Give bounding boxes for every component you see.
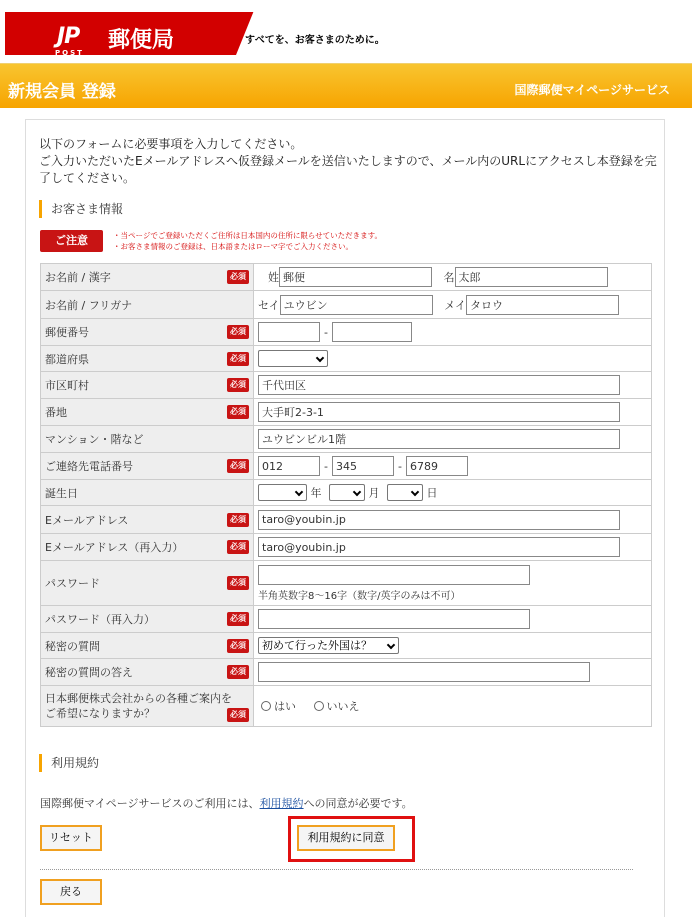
- terms-heading: 利用規約: [39, 754, 99, 772]
- required-badge: 必須: [227, 612, 249, 626]
- value-cell: [254, 606, 652, 633]
- mei-prefix: 名: [443, 271, 455, 284]
- terms-text: [40, 795, 413, 811]
- required-badge: 必須: [227, 639, 249, 653]
- label-cell: [41, 399, 254, 426]
- required-badge: 必須: [227, 405, 249, 419]
- newsletter-yes-option[interactable]: [261, 699, 296, 712]
- value-cell: [254, 506, 652, 534]
- chevron-down-icon: [316, 354, 324, 362]
- birth-day-select[interactable]: [387, 484, 423, 501]
- field-label: 市区町村: [45, 379, 89, 392]
- chevron-down-icon: [353, 488, 361, 496]
- email-confirm-input[interactable]: [258, 537, 620, 557]
- radio-button-icon[interactable]: [261, 701, 271, 711]
- secret-answer-input[interactable]: [258, 662, 590, 682]
- value-cell: [254, 346, 652, 372]
- required-badge: 必須: [227, 708, 249, 722]
- row-email-confirm: [41, 534, 652, 561]
- field-label: お名前 / フリガナ: [45, 298, 133, 312]
- caution-notes: [113, 230, 382, 252]
- label-cell: [41, 426, 254, 453]
- tagline: すべてを、お客さまのために。: [245, 35, 385, 46]
- label-cell: [41, 346, 254, 372]
- row-building: [41, 426, 652, 453]
- postal-code-part2-input[interactable]: [332, 322, 412, 342]
- field-label: Eメールアドレス: [45, 513, 129, 527]
- label-cell: [41, 561, 254, 606]
- label-cell: [41, 534, 254, 561]
- terms-text-after: への同意が必要です。: [303, 797, 413, 810]
- japan-post-logo[interactable]: [5, 12, 227, 55]
- label-cell: [41, 686, 254, 727]
- row-secret-question: [41, 633, 652, 659]
- row-email: [41, 506, 652, 534]
- field-label: パスワード（再入力）: [45, 613, 155, 626]
- chevron-down-icon: [387, 641, 395, 649]
- value-cell: [254, 633, 652, 659]
- no-label: いいえ: [326, 700, 360, 713]
- terms-text-before: 国際郵便マイページサービスのご利用には、: [40, 797, 260, 810]
- row-name-kana: [41, 291, 652, 319]
- row-password-confirm: [41, 606, 652, 633]
- terms-link[interactable]: 利用規約: [259, 797, 304, 810]
- label-cell: [41, 633, 254, 659]
- required-badge: 必須: [227, 576, 249, 590]
- value-cell: [254, 264, 652, 291]
- password-confirm-input[interactable]: [258, 609, 530, 629]
- required-badge: 必須: [227, 378, 249, 392]
- page-title: 新規会員 登録: [8, 82, 116, 102]
- required-badge: 必須: [227, 270, 249, 284]
- prefecture-select[interactable]: [258, 350, 328, 367]
- email-input[interactable]: [258, 510, 620, 530]
- row-prefecture: [41, 346, 652, 372]
- sei-prefix: セイ: [258, 298, 280, 312]
- value-cell: [254, 561, 652, 606]
- required-badge: 必須: [227, 352, 249, 366]
- logo-mark: JP: [57, 24, 80, 49]
- row-secret-answer: [41, 659, 652, 686]
- field-label: Eメールアドレス（再入力）: [45, 541, 184, 554]
- intro-line-2: ご入力いただいたEメールアドレスへ仮登録メールを送信いたしますので、メール内のURLにアクセスし本登録を完了してください。: [39, 154, 657, 185]
- password-input[interactable]: [258, 565, 530, 585]
- required-badge: 必須: [227, 665, 249, 679]
- last-name-kanji-input[interactable]: [279, 267, 432, 287]
- field-label: 都道府県: [45, 352, 89, 366]
- label-cell: [41, 659, 254, 686]
- field-label: 秘密の質問: [45, 639, 100, 653]
- row-city: [41, 372, 652, 399]
- chevron-down-icon: [411, 488, 419, 496]
- password-hint: 半角英数字8～16字（数字/英字のみは不可）: [258, 590, 461, 602]
- customer-info-heading: お客さま情報: [39, 200, 123, 218]
- last-name-kana-input[interactable]: [280, 295, 433, 315]
- dash: -: [397, 459, 402, 473]
- phone-part2-input[interactable]: [332, 456, 394, 476]
- caution-button[interactable]: ご注意: [40, 230, 103, 252]
- city-input[interactable]: [258, 375, 620, 395]
- label-cell: [41, 480, 254, 506]
- service-name: 国際郵便マイページサービス: [514, 83, 670, 97]
- street-input[interactable]: [258, 402, 620, 422]
- agree-terms-button[interactable]: 利用規約に同意: [297, 825, 395, 851]
- month-unit: 月: [368, 486, 380, 500]
- row-newsletter: [41, 686, 652, 727]
- back-button[interactable]: 戻る: [40, 879, 102, 905]
- phone-part1-input[interactable]: [258, 456, 320, 476]
- value-cell: [254, 534, 652, 561]
- row-password: [41, 561, 652, 606]
- logo-name: 郵便局: [108, 28, 175, 53]
- row-phone: [41, 453, 652, 480]
- label-cell: [41, 506, 254, 534]
- site-header: [0, 0, 692, 62]
- yes-label: はい: [274, 700, 296, 713]
- newsletter-label: [45, 691, 249, 721]
- required-badge: 必須: [227, 513, 249, 527]
- chevron-down-icon: [295, 488, 303, 496]
- field-label: パスワード: [45, 577, 100, 590]
- postal-code-part1-input[interactable]: [258, 322, 320, 342]
- field-label: マンション・階など: [45, 433, 144, 446]
- title-bar: [0, 63, 692, 108]
- divider: [40, 869, 633, 870]
- row-street: [41, 399, 652, 426]
- row-birthday: [41, 480, 652, 506]
- value-cell: [254, 399, 652, 426]
- first-name-kanji-input[interactable]: [455, 267, 608, 287]
- row-name-kanji: [41, 264, 652, 291]
- value-cell: [254, 372, 652, 399]
- mei-prefix: メイ: [444, 298, 466, 312]
- intro-line-1: 以下のフォームに必要事項を入力してください。: [39, 137, 303, 151]
- required-badge: 必須: [227, 325, 249, 339]
- phone-part3-input[interactable]: [406, 456, 468, 476]
- label-cell: [41, 291, 254, 319]
- field-label: 誕生日: [45, 486, 78, 500]
- label-cell: [41, 372, 254, 399]
- value-cell: [254, 319, 652, 346]
- registration-form: [40, 263, 652, 727]
- required-badge: 必須: [227, 459, 249, 473]
- dash: -: [324, 459, 328, 473]
- secret-question-value: 初めて行った外国は？: [262, 639, 372, 652]
- sei-prefix: 姓: [268, 271, 279, 284]
- newsletter-no-option[interactable]: [314, 699, 360, 712]
- label-cell: [41, 606, 254, 633]
- newsletter-label-line-2: ご希望になりますか？: [45, 707, 155, 720]
- radio-button-icon[interactable]: [314, 701, 324, 711]
- value-cell: [254, 480, 652, 506]
- field-label: お名前 / 漢字: [45, 271, 111, 284]
- logo-sub: POST: [55, 49, 84, 57]
- secret-question-select[interactable]: [258, 637, 399, 654]
- value-cell: [254, 453, 652, 480]
- required-badge: 必須: [227, 540, 249, 554]
- birth-year-select[interactable]: [258, 484, 307, 501]
- value-cell: [254, 659, 652, 686]
- birth-month-select[interactable]: [329, 484, 365, 501]
- field-label: 秘密の質問の答え: [45, 666, 133, 679]
- intro-text: [39, 136, 659, 187]
- row-postal: [41, 319, 652, 346]
- label-cell: [41, 319, 254, 346]
- first-name-kana-input[interactable]: [466, 295, 619, 315]
- value-cell: [254, 291, 652, 319]
- label-cell: [41, 264, 254, 291]
- caution-note-1: ・当ページでご登録いただくご住所は日本国内の住所に限らせていただきます。: [113, 231, 383, 240]
- value-cell: [254, 426, 652, 453]
- newsletter-label-line-1: 日本郵便株式会社からの各種ご案内を: [45, 692, 232, 705]
- value-cell: [254, 686, 652, 727]
- field-label: 番地: [45, 406, 67, 419]
- label-cell: [41, 453, 254, 480]
- reset-button[interactable]: リセット: [40, 825, 102, 851]
- building-input[interactable]: [258, 429, 620, 449]
- day-unit: 日: [426, 486, 438, 500]
- dash: -: [324, 325, 328, 339]
- field-label: ご連絡先電話番号: [45, 460, 133, 473]
- year-unit: 年: [310, 486, 322, 500]
- caution-note-2: ・お客さま情報のご登録は、日本語またはローマ字でご入力ください。: [113, 242, 353, 251]
- field-label: 郵便番号: [45, 326, 89, 339]
